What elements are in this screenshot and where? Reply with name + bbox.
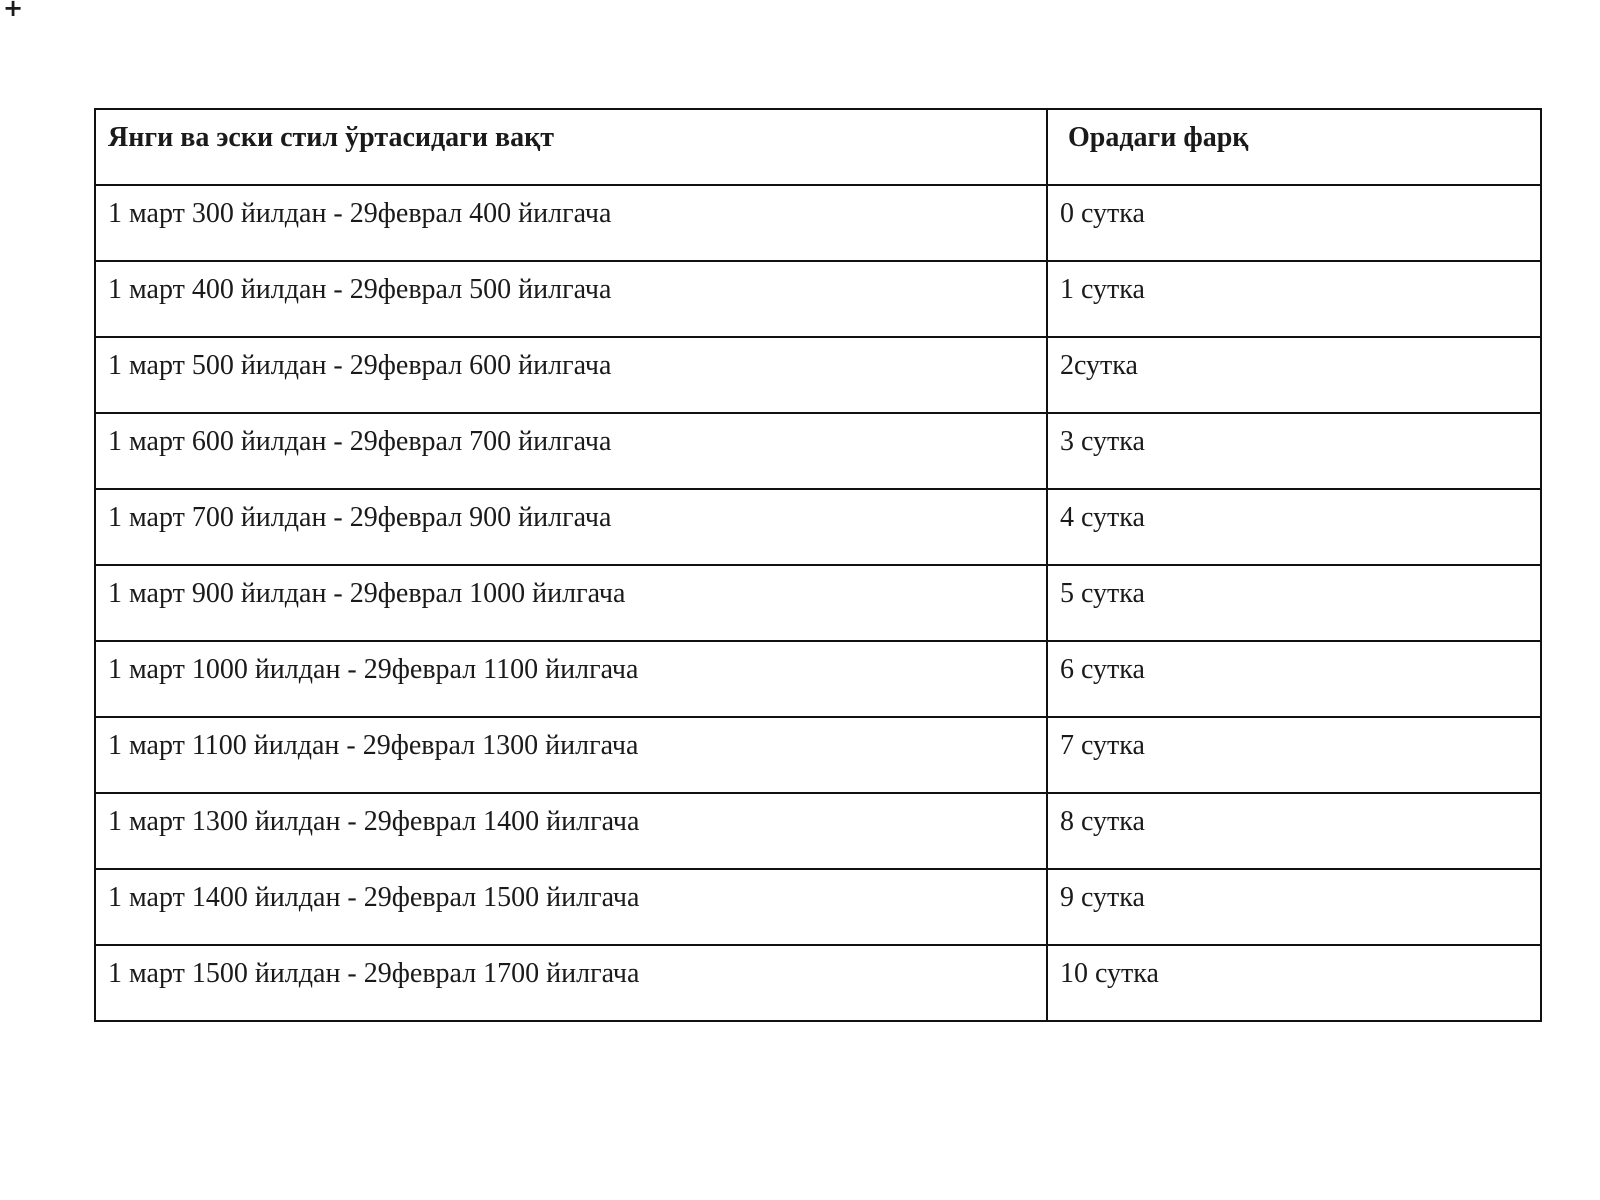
difference-cell: 2сутка	[1047, 337, 1541, 413]
table-row	[95, 337, 1541, 413]
table-row	[95, 185, 1541, 261]
table-row	[95, 565, 1541, 641]
difference-cell: 1 сутка	[1047, 261, 1541, 337]
difference-cell: 0 сутка	[1047, 185, 1541, 261]
period-cell: 1 март 600 йилдан - 29феврал 700 йилгача	[95, 413, 1047, 489]
table-header-row	[95, 109, 1541, 185]
period-cell: 1 март 400 йилдан - 29феврал 500 йилгача	[95, 261, 1047, 337]
period-cell: 1 март 900 йилдан - 29феврал 1000 йилгача	[95, 565, 1047, 641]
period-cell: 1 март 1000 йилдан - 29феврал 1100 йилгача	[95, 641, 1047, 717]
difference-cell: 6 сутка	[1047, 641, 1541, 717]
difference-cell: 3 сутка	[1047, 413, 1541, 489]
difference-cell: 7 сутка	[1047, 717, 1541, 793]
calendar-difference-table	[94, 108, 1542, 1022]
period-cell: 1 март 1300 йилдан - 29феврал 1400 йилгача	[95, 793, 1047, 869]
header-period: Янги ва эски стил ўртасидаги вақт	[95, 109, 1047, 185]
period-cell: 1 март 1400 йилдан - 29феврал 1500 йилгача	[95, 869, 1047, 945]
table-row	[95, 869, 1541, 945]
table-row	[95, 945, 1541, 1021]
table-row	[95, 793, 1541, 869]
table-row	[95, 489, 1541, 565]
plus-icon: +	[3, 0, 24, 22]
header-difference: Орадаги фарқ	[1047, 109, 1541, 185]
difference-cell: 10 сутка	[1047, 945, 1541, 1021]
period-cell: 1 март 1500 йилдан - 29феврал 1700 йилгача	[95, 945, 1047, 1021]
table-row	[95, 413, 1541, 489]
period-cell: 1 март 700 йилдан - 29феврал 900 йилгача	[95, 489, 1047, 565]
difference-cell: 4 сутка	[1047, 489, 1541, 565]
difference-cell: 9 сутка	[1047, 869, 1541, 945]
difference-cell: 8 сутка	[1047, 793, 1541, 869]
table-row	[95, 717, 1541, 793]
period-cell: 1 март 1100 йилдан - 29феврал 1300 йилгача	[95, 717, 1047, 793]
period-cell: 1 март 300 йилдан - 29феврал 400 йилгача	[95, 185, 1047, 261]
table-row	[95, 641, 1541, 717]
table-row	[95, 261, 1541, 337]
period-cell: 1 март 500 йилдан - 29феврал 600 йилгача	[95, 337, 1047, 413]
difference-cell: 5 сутка	[1047, 565, 1541, 641]
